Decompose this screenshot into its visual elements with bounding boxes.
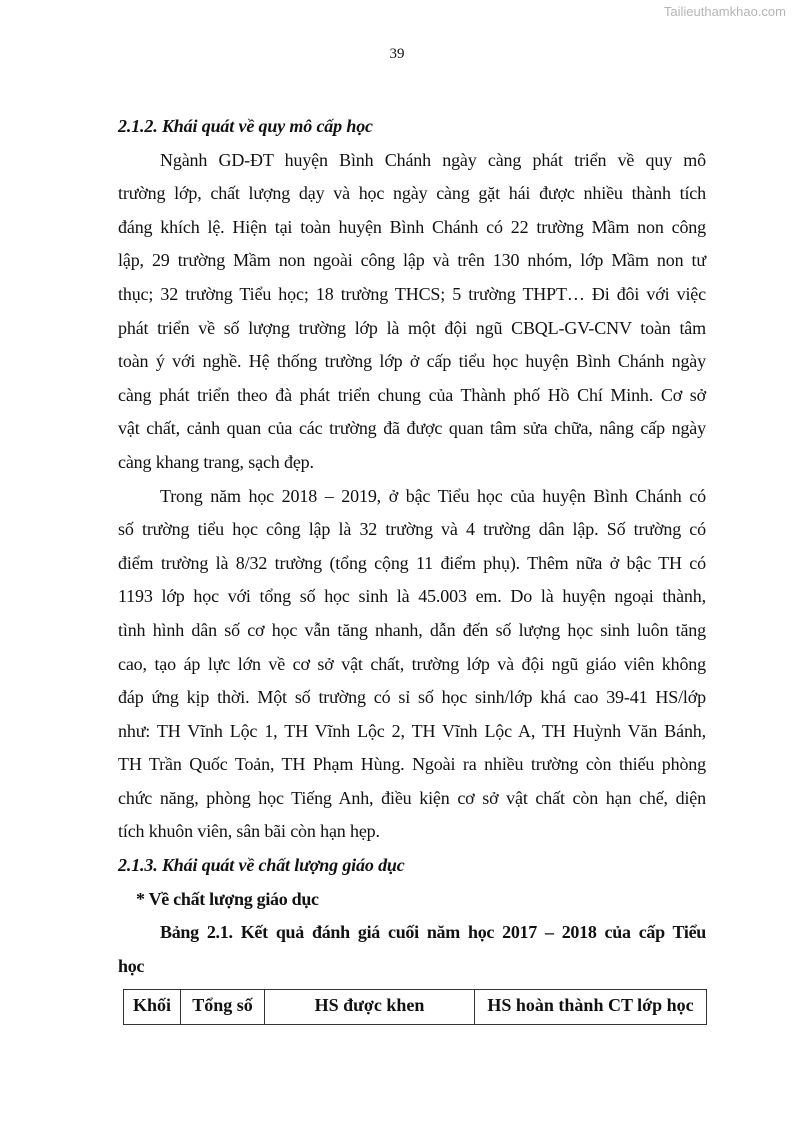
- text-line: số trường tiểu học công lập là 32 trường và 4 trường dân lập. Số trường có: [118, 519, 706, 540]
- page-number: 39: [389, 46, 405, 62]
- header-khoi: Khối: [124, 990, 181, 1025]
- results-table: [123, 989, 707, 1025]
- text-line: như: TH Vĩnh Lộc 1, TH Vĩnh Lộc 2, TH Vĩnh Lộc A, TH Huỳnh Văn Bánh,: [118, 720, 706, 741]
- text-line: càng khang trang, sạch đẹp.: [118, 451, 314, 472]
- section-heading-2-1-2: 2.1.2. Khái quát về quy mô cấp học: [118, 116, 373, 136]
- text-line: thục; 32 trường Tiểu học; 18 trường THCS; 5 trường THPT… Đi đôi với việc: [118, 283, 706, 304]
- text-line: điểm trường là 8/32 trường (tổng cộng 11 điểm phụ). Thêm nữa ở bậc TH có: [118, 552, 706, 573]
- paragraph-2: [118, 480, 706, 850]
- text-line: TH Trần Quốc Toản, TH Phạm Hùng. Ngoài ra nhiều trường còn thiếu phòng: [118, 754, 706, 775]
- header-hs-hoan-thanh: HS hoàn thành CT lớp học: [475, 990, 707, 1025]
- text-line: lập, 29 trường Mầm non ngoài công lập và trên 130 nhóm, lớp Mầm non tư: [118, 250, 706, 271]
- subheading: * Về chất lượng giáo dục: [136, 888, 319, 909]
- table-caption-cont: học: [118, 955, 145, 976]
- header-tong-so: Tổng số: [181, 990, 265, 1025]
- text-line: chức năng, phòng học Tiếng Anh, điều kiện cơ sở vật chất còn hạn chế, diện: [118, 787, 706, 808]
- text-line: trường lớp, chất lượng dạy và học ngày càng gặt hái được nhiều thành tích: [118, 183, 706, 204]
- text-line: đáng khích lệ. Hiện tại toàn huyện Bình Chánh có 22 trường Mầm non công: [118, 216, 706, 237]
- text-line: cao, tạo áp lực lớn về cơ sở vật chất, trường lớp và đội ngũ giáo viên không: [118, 653, 706, 674]
- paragraph-1: [118, 144, 706, 480]
- table-caption: Bảng 2.1. Kết quả đánh giá cuối năm học 2017 – 2018 của cấp Tiểu: [160, 922, 706, 943]
- document-body: [118, 110, 706, 1025]
- text-line: Ngành GD-ĐT huyện Bình Chánh ngày càng phát triển về quy mô: [160, 149, 706, 170]
- header-hs-duoc-khen: HS được khen: [265, 990, 475, 1025]
- section-heading-2-1-3: 2.1.3. Khái quát về chất lượng giáo dục: [118, 855, 405, 876]
- text-line: đáp ứng kịp thời. Một số trường có sỉ số học sinh/lớp khá cao 39-41 HS/lớp: [118, 687, 706, 708]
- watermark: Tailieuthamkhao.com: [663, 4, 786, 19]
- text-line: tích khuôn viên, sân bãi còn hạn hẹp.: [118, 821, 380, 842]
- text-line: 1193 lớp học với tổng số học sinh là 45.003 em. Do là huyện ngoại thành,: [118, 586, 706, 607]
- text-line: càng phát triển theo đà phát triển chung của Thành phố Hồ Chí Minh. Cơ sở: [118, 384, 706, 405]
- text-line: phát triển về số lượng trường lớp là một đội ngũ CBQL-GV-CNV toàn tâm: [118, 317, 706, 338]
- text-line: Trong năm học 2018 – 2019, ở bậc Tiểu học của huyện Bình Chánh có: [160, 485, 706, 506]
- text-line: toàn ý với nghề. Hệ thống trường lớp ở cấp tiểu học huyện Bình Chánh ngày: [118, 351, 706, 372]
- text-line: tình hình dân số cơ học vẫn tăng nhanh, dẫn đến số lượng học sinh luôn tăng: [118, 619, 706, 640]
- table-header-row: [124, 990, 707, 1025]
- text-line: vật chất, cảnh quan của các trường đã được quan tâm sửa chữa, nâng cấp ngày: [118, 418, 706, 439]
